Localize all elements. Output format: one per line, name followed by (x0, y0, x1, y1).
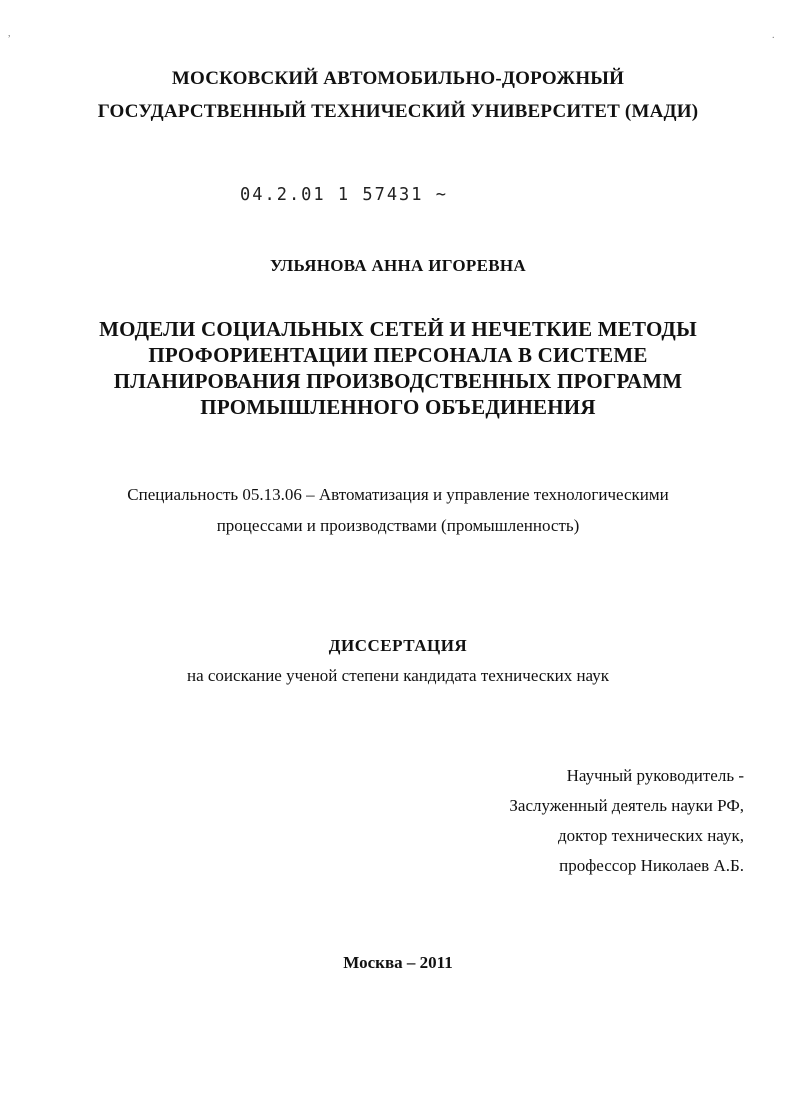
specialty-line: процессами и производствами (промышленность) (216, 516, 580, 535)
title-line: ПЛАНИРОВАНИЯ ПРОИЗВОДСТВЕННЫХ ПРОГРАММ (113, 369, 683, 393)
degree-description: на соискание ученой степени кандидата технических наук (186, 666, 609, 685)
adviser-line: профессор Николаев А.Б. (559, 856, 744, 875)
scan-speck: , (8, 28, 11, 39)
adviser-line: Заслуженный деятель науки РФ, (509, 796, 744, 815)
scan-speck: . (772, 30, 775, 41)
title-line: ПРОМЫШЛЕННОГО ОБЪЕДИНЕНИЯ (200, 395, 596, 419)
document-type: ДИССЕРТАЦИЯ (328, 636, 468, 655)
title-line: МОДЕЛИ СОЦИАЛЬНЫХ СЕТЕЙ И НЕЧЕТКИЕ МЕТОДЫ (99, 317, 697, 341)
registry-number-stamp: 04.2.01 1 57431 ~ (240, 184, 448, 206)
author-name: УЛЬЯНОВА АННА ИГОРЕВНА (269, 256, 526, 275)
university-name-line-1: МОСКОВСКИЙ АВТОМОБИЛЬНО-ДОРОЖНЫЙ (171, 68, 625, 89)
scientific-adviser (509, 761, 744, 881)
title-line: ПРОФОРИЕНТАЦИИ ПЕРСОНАЛА В СИСТЕМЕ (148, 343, 648, 367)
university-name-line-2: ГОСУДАРСТВЕННЫЙ ТЕХНИЧЕСКИЙ УНИВЕРСИТЕТ (МАДИ) (97, 101, 699, 122)
specialty-line: Специальность 05.13.06 – Автоматизация и управление технологическими (127, 485, 669, 504)
adviser-line: Научный руководитель - (566, 766, 744, 785)
city-and-year: Москва – 2011 (343, 953, 453, 972)
dissertation-title (0, 316, 796, 420)
adviser-line: доктор технических наук, (557, 826, 744, 845)
specialty (0, 479, 796, 541)
